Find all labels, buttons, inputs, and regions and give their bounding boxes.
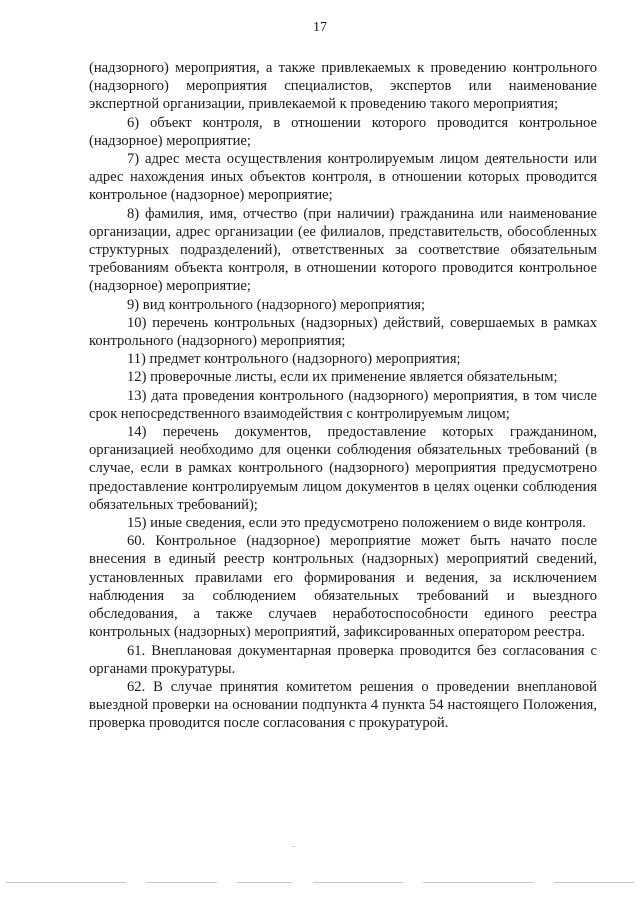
scan-edge-segment <box>423 882 533 883</box>
scan-artifact <box>292 846 295 847</box>
scan-edge-segment <box>313 882 403 883</box>
paragraph-item-6: 6) объект контроля, в отношении которого проводится контрольное (надзорное) мероприятие; <box>89 114 597 149</box>
scan-edge-segment <box>147 882 217 883</box>
paragraph-item-7: 7) адрес места осуществления контролируемым лицом деятельности или адрес нахождения иных объектов контроля, в отношении которых проводится контрольное (надзорное) мероприятие; <box>89 151 597 204</box>
page-number: 17 <box>313 20 327 35</box>
document-body <box>89 59 597 733</box>
paragraph-item-13: 13) дата проведения контрольного (надзорного) мероприятия, в том числе срок непосредственного взаимодействия с контролируемым лицом; <box>89 387 597 422</box>
paragraph-item-9: 9) вид контрольного (надзорного) мероприятия; <box>127 296 426 313</box>
scan-edge-segment <box>237 882 292 883</box>
paragraph-section-61: 61. Внеплановая документарная проверка проводится без согласования с органами прокуратуры. <box>89 642 597 677</box>
scan-edge-segment <box>554 882 634 883</box>
paragraph-item-8: 8) фамилия, имя, отчество (при наличии) гражданина или наименование организации, адрес организации (ее филиалов, представительств, обособленных структурных подразделений), ответственных за соответствие обязательным требованиям объекта контроля, в отношении которого проводится контрольное (надзорное) мероприятие; <box>89 205 597 295</box>
paragraph-section-60: 60. Контрольное (надзорное) мероприятие может быть начато после внесения в единый реестр контрольных (надзорных) мероприятий сведений, установленных правилами его формирования и ведения, за исключением наблюдения за соблюдением обязательных требований и выездного обследования, а также случаев неработоспособности единого реестра контрольных (надзорных) мероприятий, зафиксированных оператором реестра. <box>89 533 597 641</box>
paragraph-item-11: 11) предмет контрольного (надзорного) мероприятия; <box>127 351 461 368</box>
scan-bottom-edge <box>0 882 640 885</box>
paragraph-item-12: 12) проверочные листы, если их применение является обязательным; <box>127 369 558 386</box>
paragraph-continuation: (надзорного) мероприятия, а также привлекаемых к проведению контрольного (надзорного) мероприятия специалистов, экспертов или наименование экспертной организации, привлекаемой к проведению такого мероприятия; <box>89 60 597 113</box>
paragraph-section-62: 62. В случае принятия комитетом решения о проведении внеплановой выездной проверки на основании подпункта 4 пункта 54 настоящего Положения, проверка проводится после согласования с прокуратурой. <box>89 678 597 732</box>
paragraph-item-15: 15) иные сведения, если это предусмотрено положением о виде контроля. <box>127 515 586 532</box>
scan-edge-segment <box>6 882 126 883</box>
paragraph-item-10: 10) перечень контрольных (надзорных) действий, совершаемых в рамках контрольного (надзорного) мероприятия; <box>89 314 597 350</box>
paragraph-item-14: 14) перечень документов, предоставление которых гражданином, организацией необходимо для оценки соблюдения обязательных требований (в случае, если в рамках контрольного (надзорного) мероприятия предусмотрено предоставление контролируемым лицом документов в целях оценки соблюдения обязательных требований); <box>89 424 597 513</box>
